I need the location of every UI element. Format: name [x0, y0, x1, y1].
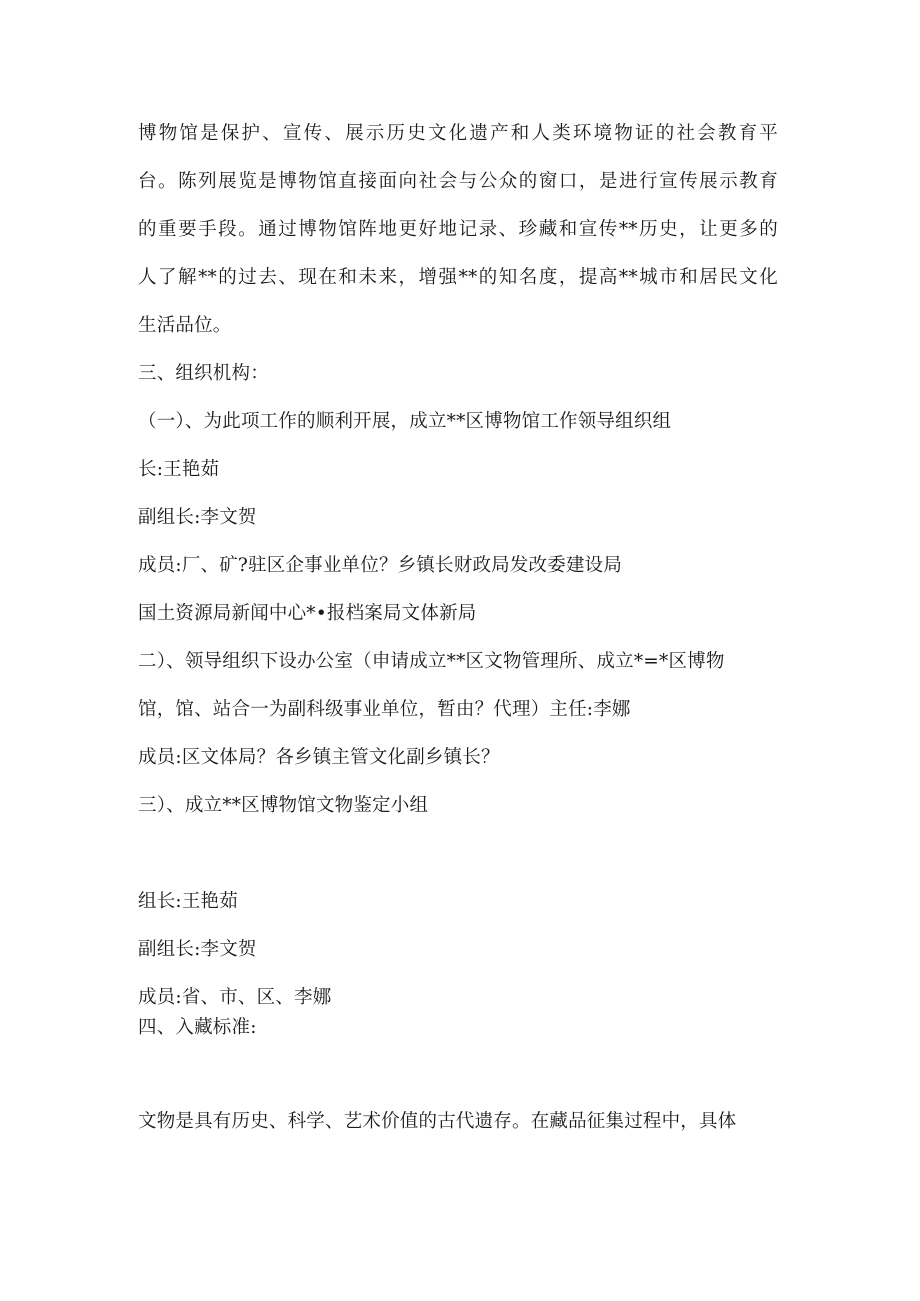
intro-line-4: 人了解**的过去、现在和未来，增强**的知名度，提高**城市和居民文化 [138, 267, 778, 288]
section4-heading: 四、入藏标准: [138, 1017, 257, 1038]
section4-text: 文物是具有历史、科学、艺术价值的古代遗存。在藏品征集过程中，具体 [138, 1111, 737, 1132]
sub1-deputy: 副组长:李文贺 [138, 507, 257, 528]
sub1-leader: 长:王艳茹 [138, 459, 220, 480]
sub2-heading-line-1: 二）、领导组织下设办公室（申请成立**区文物管理所、成立*=*区博物 [138, 651, 725, 672]
sub1-heading: （一）、为此项工作的顺利开展，成立**区博物馆工作领导组织组 [138, 411, 672, 432]
sub2-heading-line-2: 馆，馆、站合一为副科级事业单位，暂由？代理）主任:李娜 [138, 699, 631, 720]
sub3-members: 成员:省、市、区、李娜 [138, 987, 332, 1008]
sub1-members-line-2: 国土资源局新闻中心*•报档案局文体新局 [138, 603, 477, 624]
intro-line-1: 博物馆是保护、宣传、展示历史文化遗产和人类环境物证的社会教育平 [138, 123, 778, 144]
sub3-heading: 三）、成立**区博物馆文物鉴定小组 [138, 795, 429, 816]
section3-heading: 三、组织机构： [138, 363, 269, 384]
sub3-leader: 组长:王艳茹 [138, 891, 238, 912]
intro-line-3: 的重要手段。通过博物馆阵地更好地记录、珍藏和宣传**历史，让更多的 [138, 219, 778, 240]
sub3-deputy: 副组长:李文贺 [138, 939, 257, 960]
intro-line-5: 生活品位。 [138, 315, 232, 336]
sub1-members-line-1: 成员:厂、矿?驻区企事业单位？乡镇长财政局发改委建设局 [138, 555, 623, 576]
sub2-members: 成员:区文体局？各乡镇主管文化副乡镇长？ [138, 747, 500, 768]
intro-line-2: 台。陈列展览是博物馆直接面向社会与公众的窗口，是进行宣传展示教育 [138, 171, 778, 192]
